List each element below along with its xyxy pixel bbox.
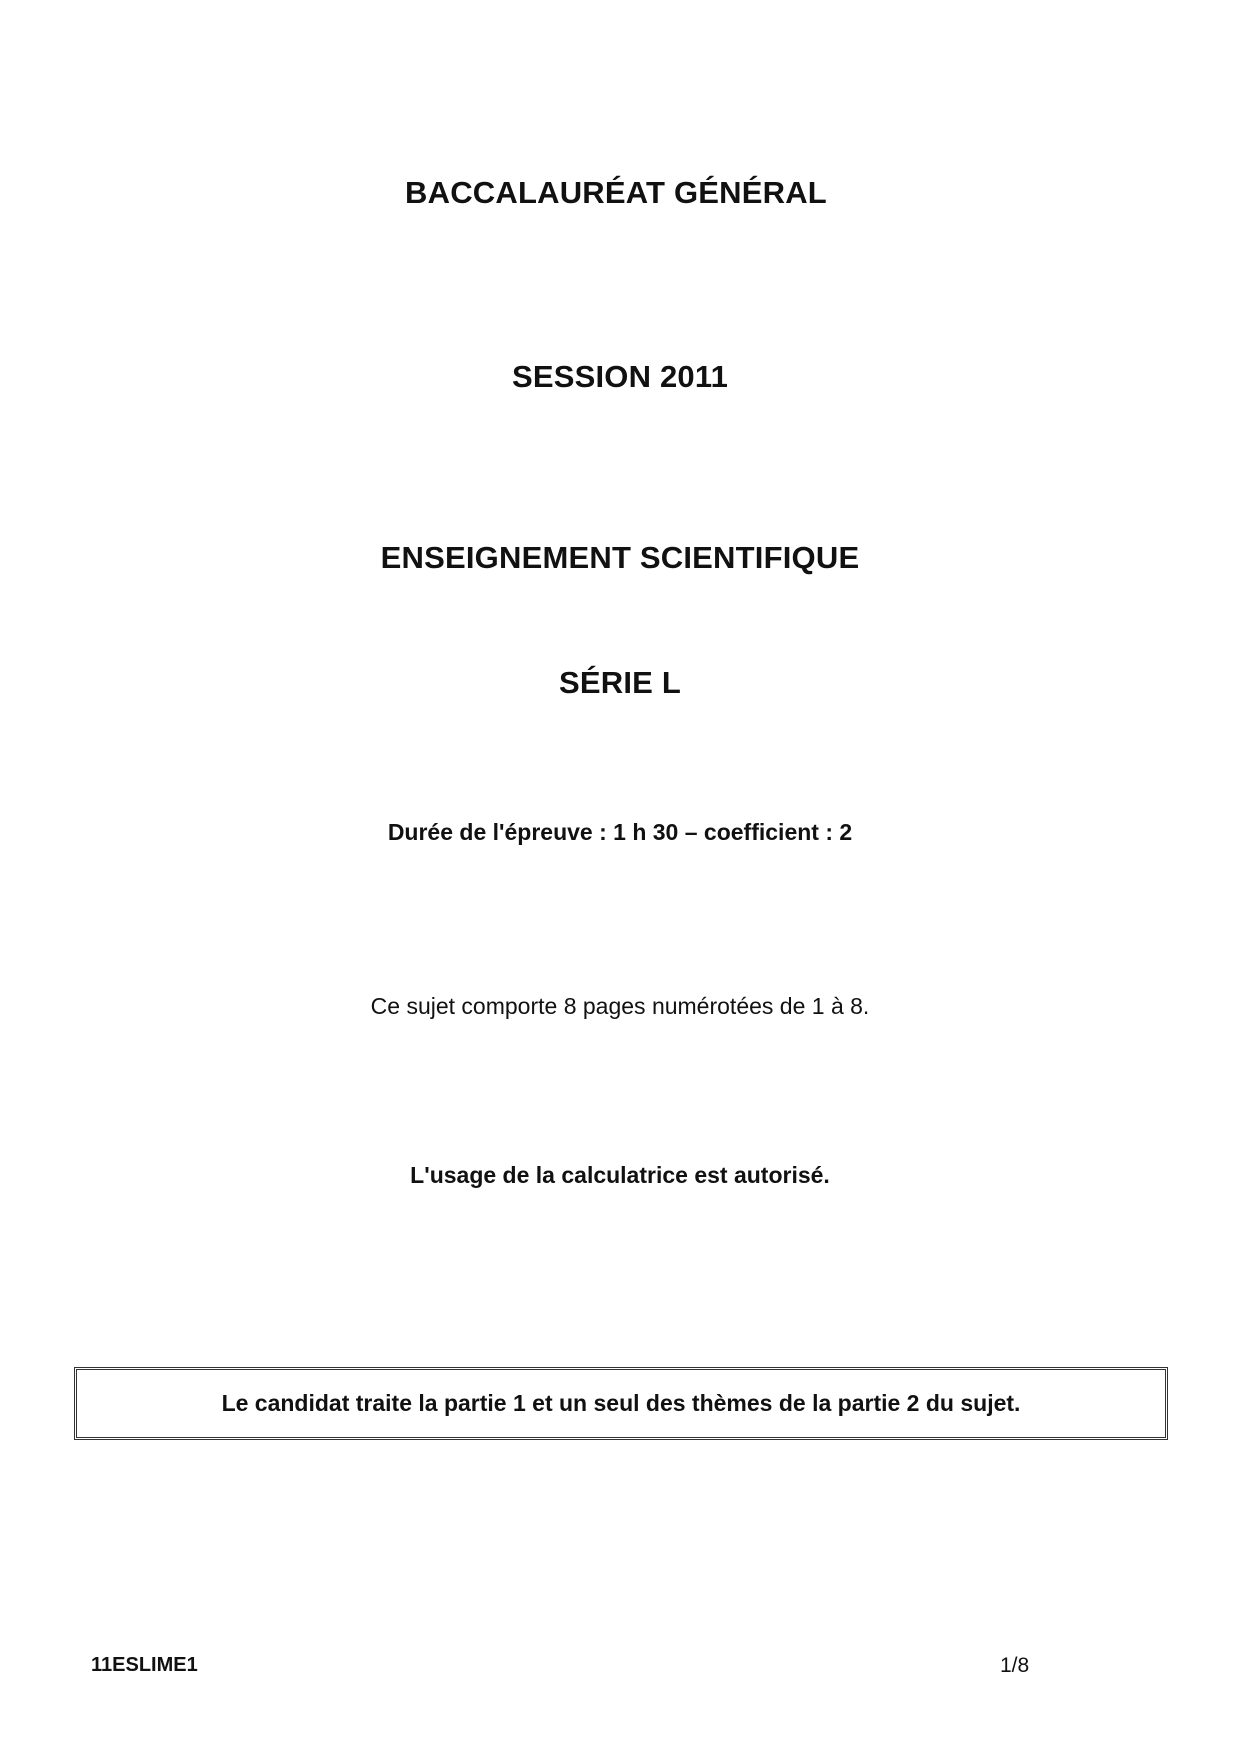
instruction-text: Le candidat traite la partie 1 et un seul des thèmes de la partie 2 du sujet. <box>221 1390 1021 1416</box>
exam-title: BACCALAURÉAT GÉNÉRAL <box>405 175 827 210</box>
pages-note: Ce sujet comporte 8 pages numérotées de 1 à 8. <box>370 993 870 1019</box>
subject-heading: ENSEIGNEMENT SCIENTIFIQUE <box>380 540 860 575</box>
duration-line: Durée de l'épreuve : 1 h 30 – coefficient : 2 <box>387 819 853 845</box>
session-heading: SESSION 2011 <box>511 359 729 394</box>
instruction-box <box>74 1367 1168 1440</box>
document-code: 11ESLIME1 <box>91 1654 198 1676</box>
page-number: 1/8 <box>1000 1654 1030 1677</box>
calculator-note: L'usage de la calculatrice est autorisé. <box>410 1162 830 1188</box>
series-heading: SÉRIE L <box>559 665 681 700</box>
